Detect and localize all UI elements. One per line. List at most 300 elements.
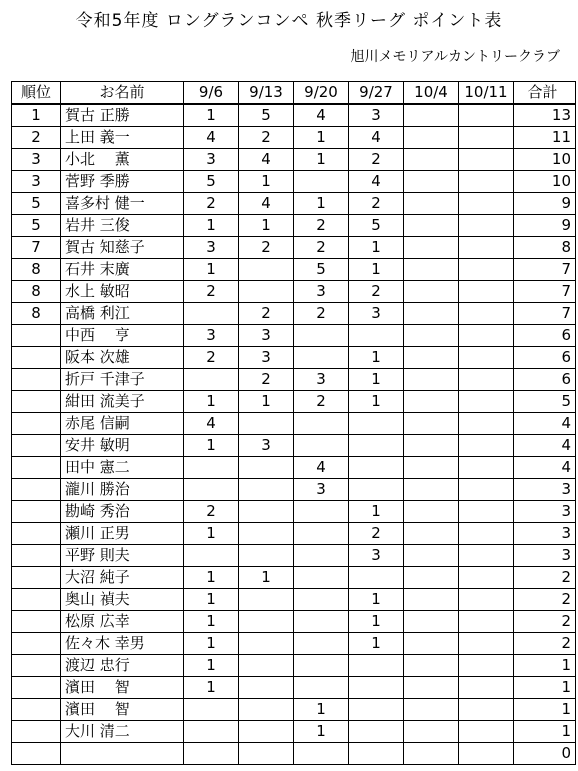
score-cell	[239, 589, 294, 611]
score-cell	[239, 457, 294, 479]
score-cell	[294, 325, 349, 347]
total-cell: 10	[514, 171, 576, 193]
name-cell: 折戸 千津子	[61, 369, 184, 391]
score-cell	[294, 545, 349, 567]
score-cell: 4	[349, 171, 404, 193]
score-cell	[349, 479, 404, 501]
score-cell	[404, 215, 459, 237]
score-cell: 3	[349, 303, 404, 325]
score-cell	[294, 567, 349, 589]
name-cell: 紺田 流美子	[61, 391, 184, 413]
score-cell: 2	[184, 501, 239, 523]
score-cell	[459, 149, 514, 171]
score-cell: 2	[294, 303, 349, 325]
score-cell	[404, 391, 459, 413]
score-cell	[349, 457, 404, 479]
header-name: お名前	[61, 82, 184, 105]
score-cell	[459, 721, 514, 743]
table-row	[12, 237, 576, 259]
name-cell: 佐々木 幸男	[61, 633, 184, 655]
score-cell	[349, 721, 404, 743]
score-cell: 1	[184, 567, 239, 589]
score-cell: 4	[184, 127, 239, 149]
score-cell	[184, 699, 239, 721]
total-cell: 8	[514, 237, 576, 259]
score-cell: 2	[349, 193, 404, 215]
score-cell: 2	[349, 523, 404, 545]
total-cell: 7	[514, 281, 576, 303]
score-cell	[184, 457, 239, 479]
score-cell: 5	[184, 171, 239, 193]
score-cell	[349, 325, 404, 347]
score-cell	[459, 171, 514, 193]
score-cell: 1	[184, 611, 239, 633]
score-cell	[404, 237, 459, 259]
score-cell	[349, 699, 404, 721]
rank-cell	[12, 699, 61, 721]
score-cell	[294, 435, 349, 457]
score-cell	[239, 523, 294, 545]
table-row	[12, 127, 576, 149]
score-cell	[459, 391, 514, 413]
total-cell: 6	[514, 325, 576, 347]
score-cell	[404, 303, 459, 325]
name-cell: 喜多村 健一	[61, 193, 184, 215]
rank-cell	[12, 567, 61, 589]
rank-cell: 8	[12, 259, 61, 281]
score-cell	[184, 545, 239, 567]
score-cell	[459, 611, 514, 633]
score-cell: 1	[184, 104, 239, 127]
table-row	[12, 149, 576, 171]
rank-cell	[12, 457, 61, 479]
table-row	[12, 193, 576, 215]
score-cell	[404, 589, 459, 611]
score-cell	[239, 545, 294, 567]
score-cell: 3	[184, 325, 239, 347]
score-cell	[404, 633, 459, 655]
score-cell	[459, 259, 514, 281]
score-cell	[404, 171, 459, 193]
score-cell	[404, 281, 459, 303]
score-cell: 1	[349, 237, 404, 259]
total-cell: 7	[514, 303, 576, 325]
rank-cell	[12, 347, 61, 369]
score-cell: 3	[294, 281, 349, 303]
name-cell: 安井 敏明	[61, 435, 184, 457]
name-cell: 田中 憲二	[61, 457, 184, 479]
score-cell: 2	[184, 193, 239, 215]
rank-cell: 3	[12, 149, 61, 171]
score-cell	[294, 633, 349, 655]
total-cell: 0	[514, 743, 576, 765]
score-cell	[349, 413, 404, 435]
name-cell: 水上 敏昭	[61, 281, 184, 303]
name-cell: 濱田 智	[61, 699, 184, 721]
score-cell: 3	[184, 149, 239, 171]
name-cell: 瀬川 正男	[61, 523, 184, 545]
rank-cell: 8	[12, 281, 61, 303]
score-cell: 1	[349, 589, 404, 611]
rank-cell: 2	[12, 127, 61, 149]
score-cell: 1	[349, 391, 404, 413]
score-cell	[294, 589, 349, 611]
score-cell	[459, 281, 514, 303]
score-cell	[404, 369, 459, 391]
score-cell	[349, 567, 404, 589]
score-cell	[459, 303, 514, 325]
rank-cell	[12, 655, 61, 677]
score-cell: 2	[184, 347, 239, 369]
score-cell	[459, 523, 514, 545]
name-cell: 阪本 次雄	[61, 347, 184, 369]
score-cell: 1	[349, 633, 404, 655]
club-name: 旭川メモリアルカントリークラブ	[350, 49, 560, 65]
table-row	[12, 215, 576, 237]
score-cell	[404, 479, 459, 501]
score-cell: 2	[239, 237, 294, 259]
rank-cell: 3	[12, 171, 61, 193]
rank-cell	[12, 325, 61, 347]
header-date-2: 9/13	[239, 82, 294, 105]
total-cell: 9	[514, 215, 576, 237]
table-row	[12, 347, 576, 369]
total-cell: 3	[514, 545, 576, 567]
table-row	[12, 457, 576, 479]
name-cell: 松原 広幸	[61, 611, 184, 633]
score-cell	[404, 655, 459, 677]
score-cell	[459, 413, 514, 435]
score-cell: 2	[294, 391, 349, 413]
score-cell: 1	[184, 677, 239, 699]
rank-cell	[12, 611, 61, 633]
score-cell	[459, 655, 514, 677]
table-row	[12, 259, 576, 281]
score-cell	[404, 501, 459, 523]
rank-cell	[12, 589, 61, 611]
score-cell	[239, 479, 294, 501]
table-row	[12, 545, 576, 567]
score-cell: 1	[239, 567, 294, 589]
score-cell	[294, 677, 349, 699]
score-cell	[349, 743, 404, 765]
score-cell	[404, 149, 459, 171]
name-cell: 大沼 純子	[61, 567, 184, 589]
rank-cell	[12, 501, 61, 523]
score-cell: 1	[349, 611, 404, 633]
score-cell	[239, 655, 294, 677]
header-total: 合計	[514, 82, 576, 105]
score-cell: 3	[349, 104, 404, 127]
total-cell: 2	[514, 589, 576, 611]
table-row	[12, 633, 576, 655]
name-cell: 石井 末廣	[61, 259, 184, 281]
score-cell	[459, 127, 514, 149]
table-row	[12, 567, 576, 589]
table-row	[12, 677, 576, 699]
score-cell: 4	[239, 193, 294, 215]
name-cell: 菅野 季勝	[61, 171, 184, 193]
name-cell: 瀧川 勝治	[61, 479, 184, 501]
table-row	[12, 721, 576, 743]
score-cell: 5	[239, 104, 294, 127]
score-cell: 1	[184, 391, 239, 413]
score-cell: 3	[239, 325, 294, 347]
score-cell: 2	[349, 281, 404, 303]
score-cell: 2	[349, 149, 404, 171]
table-row	[12, 655, 576, 677]
score-cell: 1	[184, 259, 239, 281]
total-cell: 10	[514, 149, 576, 171]
points-table	[11, 81, 576, 765]
score-cell	[459, 545, 514, 567]
score-cell	[404, 743, 459, 765]
score-cell	[459, 501, 514, 523]
name-cell: 赤尾 信嗣	[61, 413, 184, 435]
score-cell	[349, 435, 404, 457]
score-cell: 1	[294, 149, 349, 171]
header-rank: 順位	[12, 82, 61, 105]
total-cell: 3	[514, 523, 576, 545]
score-cell	[349, 655, 404, 677]
score-cell: 1	[349, 369, 404, 391]
score-cell	[239, 413, 294, 435]
score-cell: 1	[239, 171, 294, 193]
table-row	[12, 611, 576, 633]
header-date-4: 9/27	[349, 82, 404, 105]
page-title: 令和5年度 ロングランコンペ 秋季リーグ ポイント表	[75, 11, 503, 31]
rank-cell	[12, 743, 61, 765]
score-cell: 1	[349, 347, 404, 369]
score-cell: 3	[294, 369, 349, 391]
table-row	[12, 435, 576, 457]
table-row	[12, 303, 576, 325]
score-cell	[459, 699, 514, 721]
table-row	[12, 501, 576, 523]
score-cell	[459, 237, 514, 259]
total-cell: 4	[514, 413, 576, 435]
total-cell: 11	[514, 127, 576, 149]
total-cell: 3	[514, 501, 576, 523]
total-cell: 2	[514, 633, 576, 655]
total-cell: 1	[514, 699, 576, 721]
score-cell: 4	[184, 413, 239, 435]
total-cell: 13	[514, 104, 576, 127]
rank-cell	[12, 391, 61, 413]
name-cell: 小北 薫	[61, 149, 184, 171]
table-row	[12, 413, 576, 435]
name-cell: 奥山 禎夫	[61, 589, 184, 611]
score-cell: 4	[294, 457, 349, 479]
score-cell: 2	[294, 237, 349, 259]
total-cell: 4	[514, 457, 576, 479]
rank-cell	[12, 369, 61, 391]
score-cell	[294, 523, 349, 545]
score-cell	[459, 325, 514, 347]
score-cell	[184, 479, 239, 501]
score-cell	[184, 369, 239, 391]
score-cell	[404, 699, 459, 721]
score-cell	[404, 325, 459, 347]
score-cell	[404, 523, 459, 545]
score-cell: 2	[239, 303, 294, 325]
total-cell: 2	[514, 567, 576, 589]
table-row	[12, 743, 576, 765]
name-cell: 渡辺 忠行	[61, 655, 184, 677]
name-cell: 賀古 知慈子	[61, 237, 184, 259]
score-cell: 1	[184, 655, 239, 677]
score-cell	[239, 743, 294, 765]
score-cell: 4	[239, 149, 294, 171]
total-cell: 1	[514, 721, 576, 743]
total-cell: 4	[514, 435, 576, 457]
score-cell	[239, 633, 294, 655]
score-cell	[239, 281, 294, 303]
score-cell	[459, 193, 514, 215]
rank-cell: 8	[12, 303, 61, 325]
score-cell	[459, 435, 514, 457]
score-cell	[404, 545, 459, 567]
rank-cell	[12, 677, 61, 699]
score-cell	[404, 457, 459, 479]
score-cell: 1	[349, 501, 404, 523]
score-cell	[184, 721, 239, 743]
score-cell	[294, 611, 349, 633]
name-cell: 上田 義一	[61, 127, 184, 149]
score-cell: 1	[184, 523, 239, 545]
score-cell	[459, 104, 514, 127]
score-cell: 1	[239, 391, 294, 413]
score-cell	[459, 677, 514, 699]
score-cell: 1	[349, 259, 404, 281]
table-row	[12, 104, 576, 127]
score-cell: 2	[294, 215, 349, 237]
score-cell	[294, 655, 349, 677]
name-cell: 大川 清二	[61, 721, 184, 743]
score-cell	[459, 567, 514, 589]
name-cell: 平野 則夫	[61, 545, 184, 567]
score-cell	[459, 743, 514, 765]
score-cell: 1	[184, 435, 239, 457]
table-header	[12, 82, 576, 105]
table-row	[12, 171, 576, 193]
score-cell: 3	[239, 347, 294, 369]
header-date-1: 9/6	[184, 82, 239, 105]
header-row	[12, 82, 576, 105]
total-cell: 7	[514, 259, 576, 281]
score-cell	[404, 413, 459, 435]
score-cell	[404, 104, 459, 127]
total-cell: 2	[514, 611, 576, 633]
name-cell: 中西 亨	[61, 325, 184, 347]
score-cell	[239, 699, 294, 721]
total-cell: 5	[514, 391, 576, 413]
score-cell	[404, 721, 459, 743]
score-cell	[404, 347, 459, 369]
rank-cell	[12, 721, 61, 743]
score-cell	[294, 413, 349, 435]
score-cell	[404, 677, 459, 699]
score-cell	[459, 589, 514, 611]
score-cell: 1	[184, 589, 239, 611]
header-date-3: 9/20	[294, 82, 349, 105]
score-cell	[404, 127, 459, 149]
table-row	[12, 325, 576, 347]
score-cell	[239, 611, 294, 633]
name-cell: 賀古 正勝	[61, 104, 184, 127]
rank-cell	[12, 413, 61, 435]
rank-cell	[12, 523, 61, 545]
score-cell	[459, 215, 514, 237]
total-cell: 6	[514, 347, 576, 369]
score-cell	[239, 501, 294, 523]
total-cell: 3	[514, 479, 576, 501]
header-date-5: 10/4	[404, 82, 459, 105]
score-cell	[184, 303, 239, 325]
score-cell: 3	[349, 545, 404, 567]
table-row	[12, 699, 576, 721]
score-cell	[294, 171, 349, 193]
score-cell: 1	[294, 699, 349, 721]
score-cell	[459, 633, 514, 655]
score-cell	[459, 479, 514, 501]
name-cell: 高橋 利江	[61, 303, 184, 325]
score-cell: 1	[239, 215, 294, 237]
score-cell	[404, 259, 459, 281]
score-cell	[294, 347, 349, 369]
table-row	[12, 479, 576, 501]
score-cell: 4	[294, 104, 349, 127]
total-cell: 6	[514, 369, 576, 391]
score-cell	[184, 743, 239, 765]
header-date-6: 10/11	[459, 82, 514, 105]
total-cell: 1	[514, 677, 576, 699]
score-cell	[404, 435, 459, 457]
table-row	[12, 391, 576, 413]
score-cell: 1	[294, 193, 349, 215]
score-cell: 3	[294, 479, 349, 501]
total-cell: 1	[514, 655, 576, 677]
rank-cell	[12, 545, 61, 567]
rank-cell	[12, 633, 61, 655]
table-row	[12, 523, 576, 545]
total-cell: 9	[514, 193, 576, 215]
score-cell	[239, 721, 294, 743]
score-cell: 1	[294, 721, 349, 743]
score-cell: 4	[349, 127, 404, 149]
name-cell: 濱田 智	[61, 677, 184, 699]
score-cell: 2	[239, 369, 294, 391]
score-cell	[349, 677, 404, 699]
rank-cell: 5	[12, 215, 61, 237]
rank-cell: 7	[12, 237, 61, 259]
name-cell: 勘崎 秀治	[61, 501, 184, 523]
rank-cell	[12, 435, 61, 457]
score-cell	[294, 743, 349, 765]
score-cell	[459, 457, 514, 479]
rank-cell: 5	[12, 193, 61, 215]
score-cell	[459, 369, 514, 391]
name-cell: 岩井 三俊	[61, 215, 184, 237]
score-cell: 1	[294, 127, 349, 149]
score-cell: 5	[294, 259, 349, 281]
score-cell	[459, 347, 514, 369]
score-cell	[404, 611, 459, 633]
score-cell	[239, 259, 294, 281]
score-cell: 1	[184, 215, 239, 237]
table-row	[12, 369, 576, 391]
score-cell: 3	[239, 435, 294, 457]
